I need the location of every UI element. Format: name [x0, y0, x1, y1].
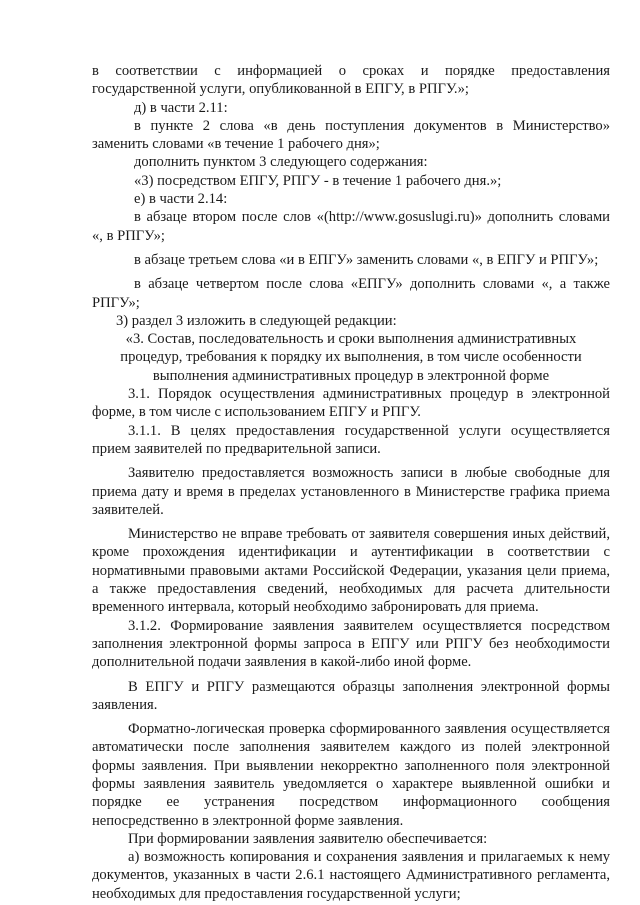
paragraph-12: 3.1. Порядок осуществления административных процедур в электронной форме, в том числе с использованием ЕПГУ и РПГУ.: [92, 386, 610, 421]
paragraph-2: д) в части 2.11:: [134, 99, 228, 116]
paragraph-15: Министерство не вправе требовать от заявителя совершения иных действий, кроме прохождения идентификации и аутентификации в соответствии с нормативными правовыми актами Российской Федерации, указания цели приема, а также предоставления сведений, необходимых для расчета длительности временного интервала, который необходимо забронировать для приема.: [92, 526, 610, 616]
paragraph-8: в абзаце третьем слова «и в ЕПГУ» заменить словами «, в ЕПГУ и РПГУ»;: [134, 251, 599, 268]
paragraph-14: Заявителю предоставляется возможность записи в любые свободные для приема дату и время в пределах установленного в Министерстве графика приема заявителей.: [92, 465, 610, 518]
section-heading: «3. Состав, последовательность и сроки выполнения административных процедур, требования к порядку их выполнения, в том числе особенности выполнения административных процедур в электронной форме: [120, 331, 582, 384]
paragraph-1: в соответствии с информацией о сроках и порядке предоставления государственной услуги, опубликованной в ЕПГУ, в РПГУ.»;: [92, 63, 610, 98]
paragraph-5: «3) посредством ЕПГУ, РПГУ - в течение 1 рабочего дня.»;: [134, 172, 502, 189]
paragraph-4: дополнить пунктом 3 следующего содержания:: [134, 154, 428, 171]
paragraph-16: 3.1.2. Формирование заявления заявителем осуществляется посредством заполнения электронной формы запроса в ЕПГУ или РПГУ без необходимости дополнительной подачи заявления в какой-либо иной форме.: [92, 617, 610, 671]
paragraph-19: При формировании заявления заявителю обеспечивается:: [128, 830, 488, 847]
paragraph-13: 3.1.1. В целях предоставления государственной услуги осуществляется прием заявителей по предварительной записи.: [92, 422, 610, 457]
paragraph-18: Форматно-логическая проверка сформированного заявления осуществляется автоматически после заполнения заявителем каждого из полей электронной формы заявления. При выявлении некорректно заполненного поля электронной формы заявления заявитель уведомляется о характере выявленной ошибки и порядке ее устранения посредством информационного сообщения непосредственно в электронной форме заявления.: [92, 721, 610, 829]
paragraph-20: а) возможность копирования и сохранения заявления и прилагаемых к нему документов, указанных в части 2.6.1 настоящего Административного регламента, необходимых для предоставления государственной услуги;: [92, 849, 610, 902]
paragraph-9: в абзаце четвертом после слова «ЕПГУ» дополнить словами «, а также РПГУ»;: [92, 276, 610, 311]
paragraph-17: В ЕПГУ и РПГУ размещаются образцы заполнения электронной формы заявления.: [92, 678, 610, 713]
paragraph-6: е) в части 2.14:: [134, 191, 228, 208]
paragraph-10: 3) раздел 3 изложить в следующей редакции:: [116, 312, 397, 329]
paragraph-7: в абзаце втором после слов «(http://www.gosuslugi.ru)» дополнить словами «, в РПГУ»;: [92, 209, 610, 244]
document-body: [92, 62, 610, 903]
paragraph-3: в пункте 2 слова «в день поступления документов в Министерство» заменить словами «в течение 1 рабочего дня»;: [92, 117, 610, 153]
